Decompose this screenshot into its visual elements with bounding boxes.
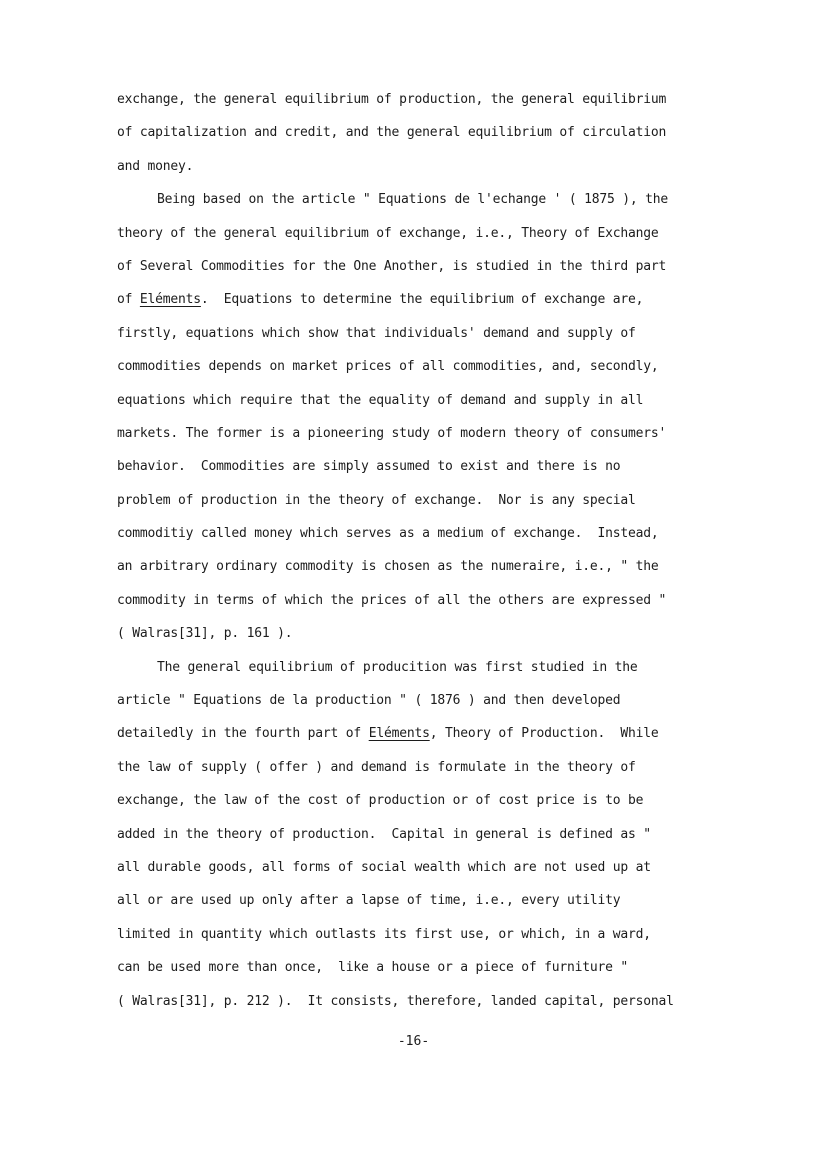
text-line: The general equilibrium of producition was first studied in the xyxy=(157,659,638,675)
text-line: of Several Commodities for the One Another, is studied in the third part xyxy=(117,258,667,274)
text-line: all or are used up only after a lapse of time, i.e., every utility xyxy=(117,893,621,909)
text-line xyxy=(117,283,737,316)
text-line: commodity in terms of which the prices of all the others are expressed " xyxy=(117,592,667,608)
text-line: ( Walras[31], p. 212 ). It consists, therefore, landed capital, personal xyxy=(117,993,674,1009)
text-line: of capitalization and credit, and the general equilibrium of circulation xyxy=(117,125,667,141)
text-line: added in the theory of production. Capital in general is defined as " xyxy=(117,826,651,842)
text-line: theory of the general equilibrium of exchange, i.e., Theory of Exchange xyxy=(117,225,659,241)
text-fragment: , Theory of Production. While xyxy=(429,726,659,742)
text-line: firstly, equations which show that individuals' demand and supply of xyxy=(117,325,636,341)
text-line: commodities depends on market prices of all commodities, and, secondly, xyxy=(117,359,659,375)
book-title: Eléments xyxy=(368,726,430,742)
text-line: exchange, the general equilibrium of production, the general equilibrium xyxy=(117,92,667,107)
text-line: markets. The former is a pioneering study of modern theory of consumers' xyxy=(117,425,667,441)
text-line: and money. xyxy=(117,158,194,174)
page-number: -16- xyxy=(397,1034,430,1049)
text-line: Being based on the article " Equations de l'echange ' ( 1875 ), the xyxy=(157,192,668,208)
text-line: ( Walras[31], p. 161 ). xyxy=(117,626,293,642)
text-line: the law of supply ( offer ) and demand is formulate in the theory of xyxy=(117,759,636,775)
text-line xyxy=(117,717,737,750)
text-line: commoditiy called money which serves as a medium of exchange. Instead, xyxy=(117,526,659,542)
text-line: an arbitrary ordinary commodity is chosen as the numeraire, i.e., " the xyxy=(117,559,659,575)
text-line: all durable goods, all forms of social wealth which are not used up at xyxy=(117,859,651,875)
text-line: limited in quantity which outlasts its first use, or which, in a ward, xyxy=(117,926,651,942)
text-line: problem of production in the theory of exchange. Nor is any special xyxy=(117,492,636,508)
text-line: exchange, the law of the cost of production or of cost price is to be xyxy=(117,793,644,809)
text-line: behavior. Commodities are simply assumed to exist and there is no xyxy=(117,459,621,475)
text-fragment: detailedly in the fourth part of xyxy=(117,726,369,742)
text-fragment: of xyxy=(117,292,140,308)
book-title: Eléments xyxy=(139,292,201,308)
text-line: can be used more than once, like a house or a piece of furniture " xyxy=(117,960,628,976)
text-fragment: . Equations to determine the equilibrium of exchange are, xyxy=(200,292,644,308)
body-text xyxy=(117,83,737,1018)
text-line: article " Equations de la production " ( 1876 ) and then developed xyxy=(117,693,621,709)
text-line: equations which require that the equality of demand and supply in all xyxy=(117,392,644,408)
